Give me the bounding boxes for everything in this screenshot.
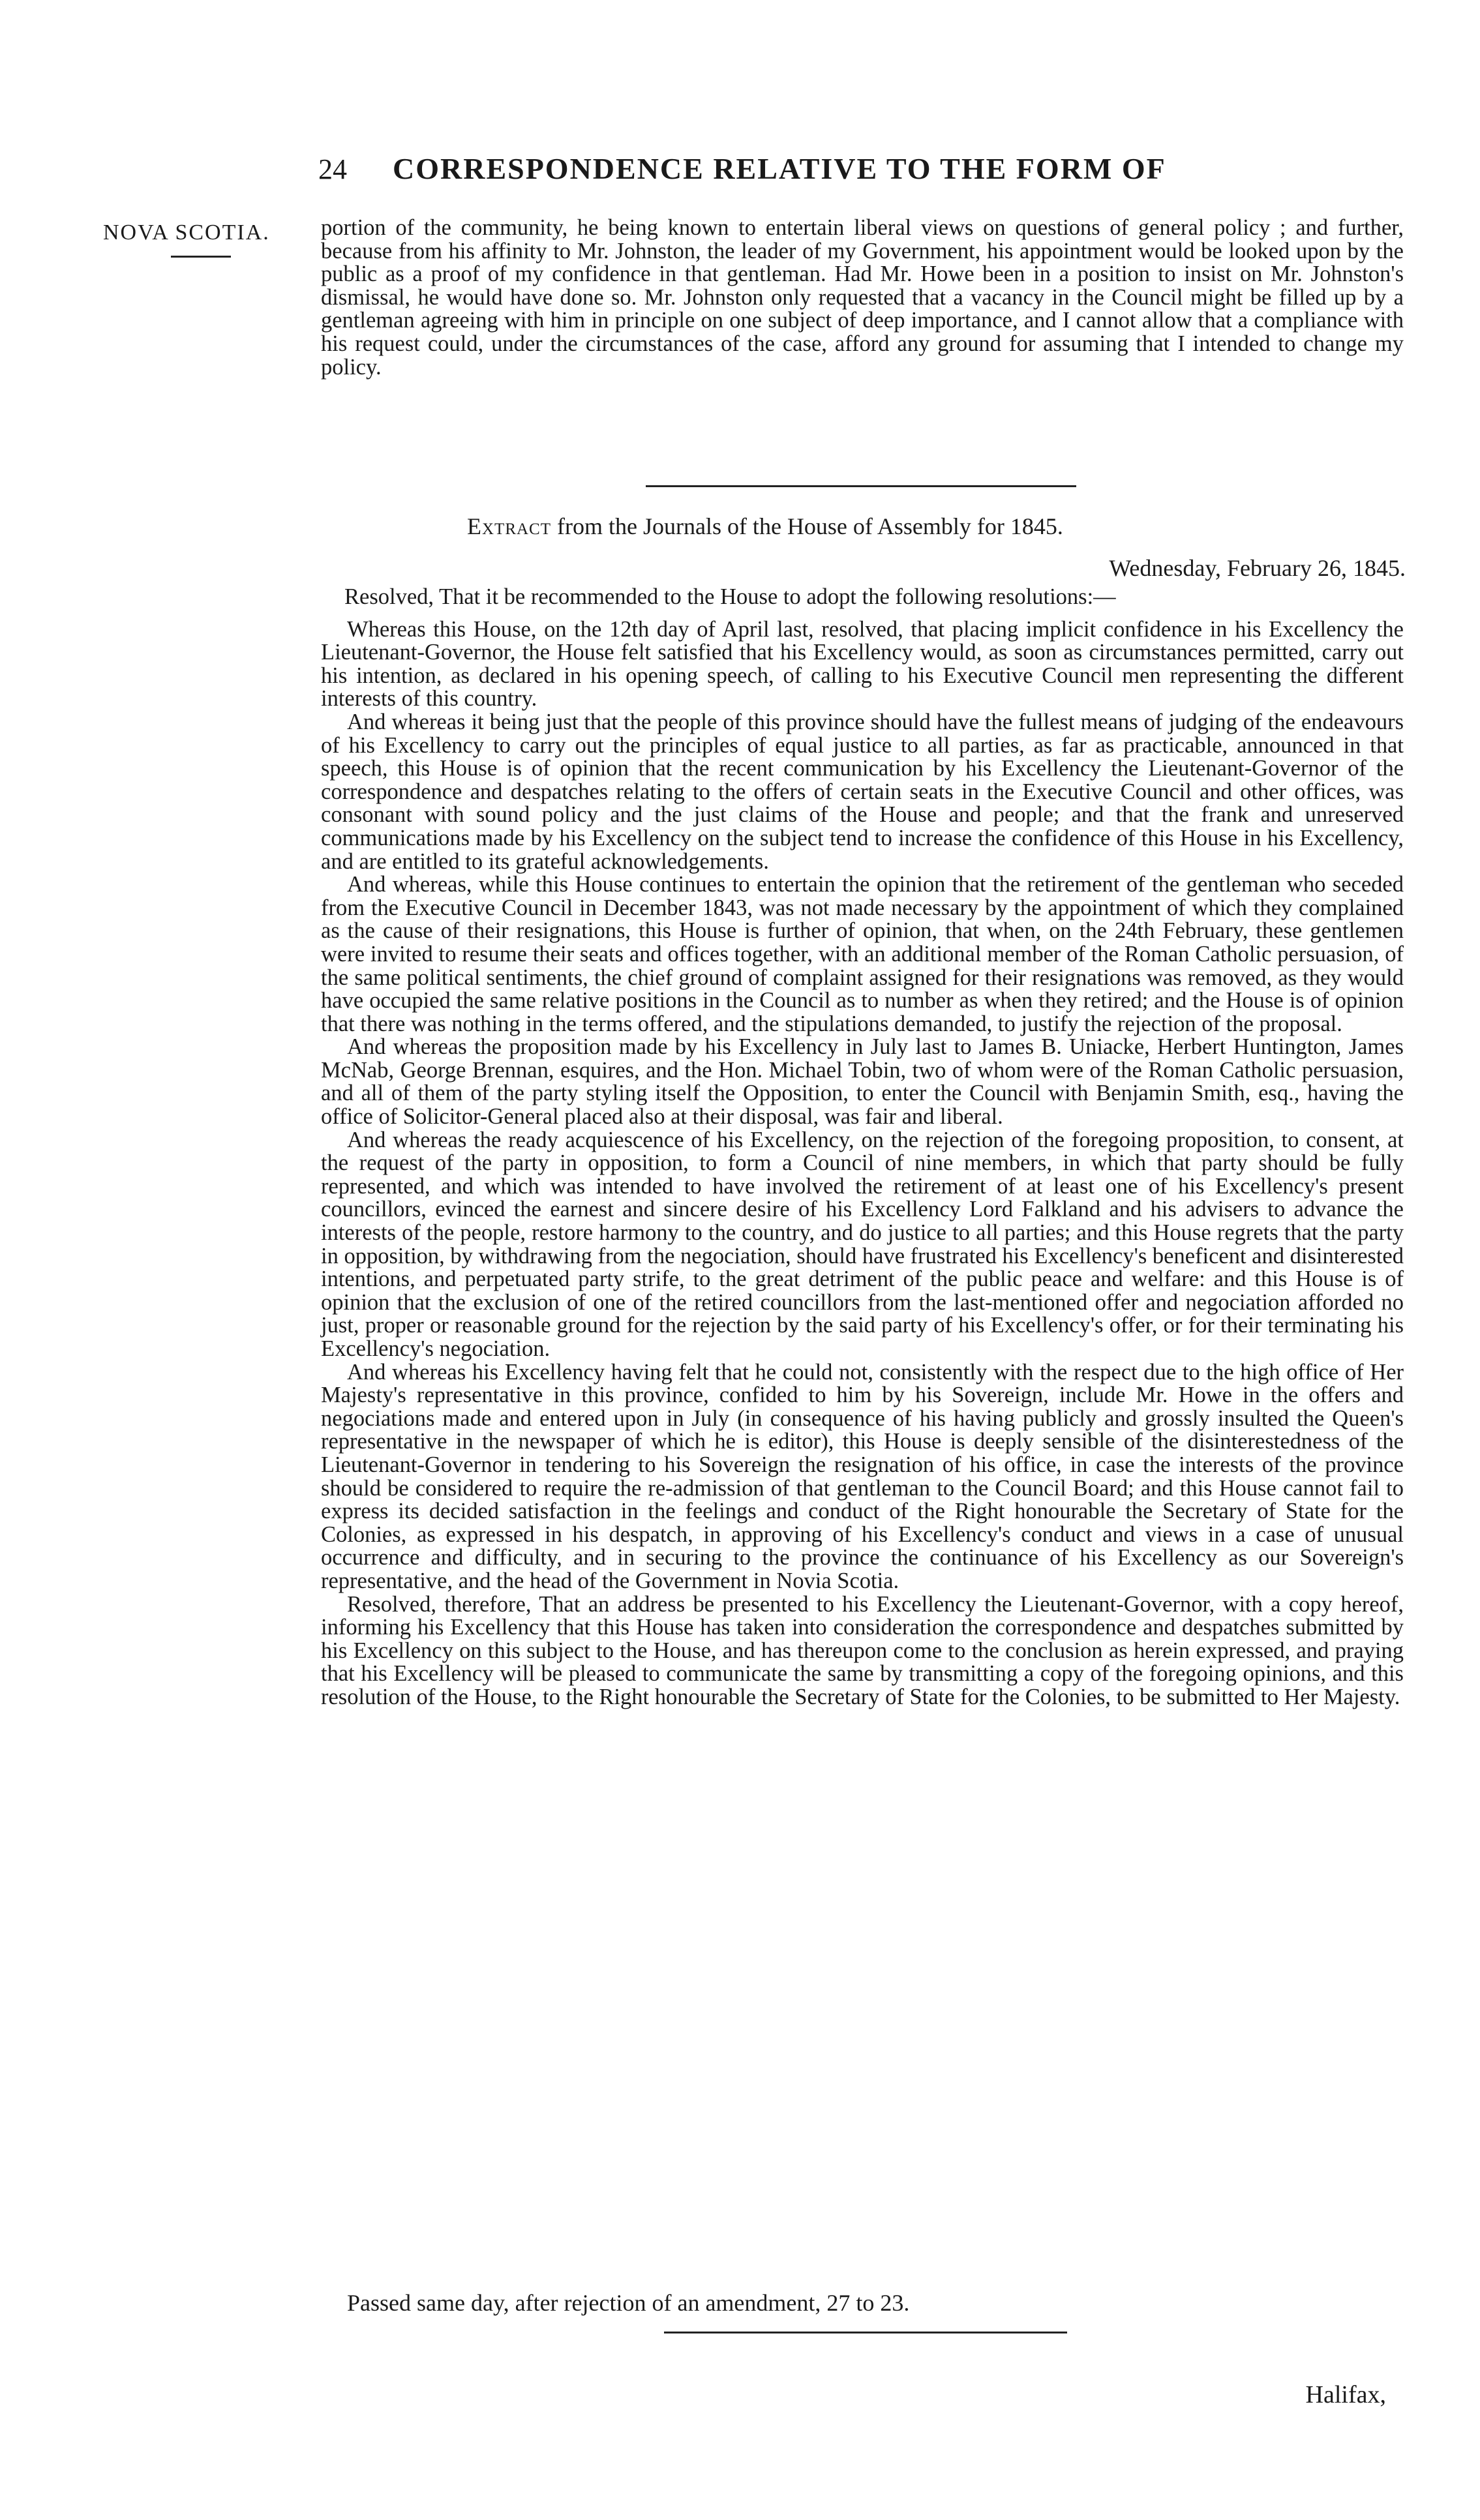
- resolution-paragraph: And whereas, while this House continues to entertain the opinion that the retirement of the gentleman who seceded from the Executive Council in December 1843, was not made necessary by the appointment of which they complained as the cause of their resignations, this House is further of opinion, that when, on the 24th February, these gentlemen were invited to resume their seats and offices together, with an additional member of the Roman Catholic persuasion, of the same political sentiments, the chief ground of complaint assigned for their resignations was removed, as they would have occupied the same relative positions in the Council as to number as when they retired; and the House is of opinion that there was nothing in the terms offered, and the stipulations demanded, to justify the rejection of the proposal.: [321, 872, 1404, 1036]
- section-divider-bottom: [664, 2332, 1067, 2333]
- resolutions-opening: Resolved, That it be recommended to the House to adopt the following resolutions:—: [344, 584, 1116, 609]
- section-divider-top: [646, 485, 1076, 487]
- resolution-paragraph: And whereas his Excellency having felt that he could not, consistently with the respect due to the high office of Her Majesty's representative in this province, confided to him by his Sovereign, include Mr. Howe in the offers and negociations made and entered upon in July (in consequence of his having publicly and grossly insulted the Queen's representative in the newspaper of which he is editor), this House is deeply sensible of the disinterestedness of the Lieutenant-Governor in tendering to his Sovereign the resignation of his office, in case the interests of the province should be considered to require the re-admission of that gentleman to the Council Board; and this House cannot fail to express its decided satisfaction in the feelings and conduct of the Right honourable the Secretary of State for the Colonies, as expressed in his despatch, in approving of his Excellency's conduct and views in a case of unusual occurrence and difficulty, and in securing to the province the continuance of his Excellency as our Sovereign's representative, and the head of the Government in Novia Scotia.: [321, 1359, 1404, 1593]
- resolution-paragraph: Resolved, therefore, That an address be presented to his Excellency the Lieutenant-Governor, with a copy hereof, informing his Excellency that this House has taken into consideration the correspondence and despatches submitted by his Excellency on this subject to the House, and has thereupon come to the conclusion as herein expressed, and praying that his Excellency will be pleased to communicate the same by transmitting a copy of the foregoing opinions, and this resolution of the House, to the Right honourable the Secretary of State for the Colonies, to be submitted to Her Majesty.: [321, 1591, 1404, 1709]
- extract-heading-lead: Extract: [467, 513, 551, 539]
- resolution-paragraph: And whereas it being just that the people of this province should have the fullest means of judging of the endeavours of his Excellency to carry out the principles of equal justice to all parties, as far as practicable, announced in that speech, this House is of opinion that the recent communication by his Excellency the Lieutenant-Governor of the correspondence and despatches relating to the offers of certain seats in the Executive Council and other offices, was consonant with sound policy and the just claims of the House and people; and that the frank and unreserved communications made by his Excellency on the subject tend to increase the confidence of this House in his Excellency, and are entitled to its grateful acknowledgements.: [321, 709, 1404, 874]
- passed-note: Passed same day, after rejection of an amendment, 27 to 23.: [347, 2290, 910, 2316]
- page-title: CORRESPONDENCE RELATIVE TO THE FORM OF: [393, 152, 1166, 185]
- extract-heading-rest: from the Journals of the House of Assembly for 1845.: [551, 513, 1063, 539]
- resolution-paragraph: Whereas this House, on the 12th day of April last, resolved, that placing implicit confidence in his Excellency the Lieutenant-Governor, the House felt satisfied that his Excellency would, as soon as circumstances permitted, carry out his intention, as declared in his opening speech, of calling to his Executive Council men representing the different interests of this country.: [321, 616, 1404, 712]
- margin-label: NOVA SCOTIA.: [103, 220, 270, 245]
- resolutions-block: [321, 586, 1404, 1709]
- page-number: 24: [318, 153, 347, 185]
- intro-paragraph: portion of the community, he being known to entertain liberal views on questions of general policy ; and further, because from his affinity to Mr. Johnston, the leader of my Government, his appointment would be looked upon by the public as a proof of my confidence in that gentleman. Had Mr. Howe been in a position to insist on Mr. Johnston's dismissal, he would have done so. Mr. Johnston only requested that a vacancy in the Council might be filled up by a gentleman agreeing with him in principle on one subject of deep importance, and I cannot allow that a compliance with his request could, under the circumstances of the case, afford any ground for assuming that I intended to change my policy.: [321, 215, 1404, 380]
- running-head: [318, 151, 1336, 186]
- resolution-paragraph: And whereas the ready acquiescence of his Excellency, on the rejection of the foregoing proposition, to consent, at the request of the party in opposition, to form a Council of nine members, in which that party should be fully represented, and which was intended to have involved the retirement of at least one of his Excellency's present councillors, evinced the earnest and sincere desire of his Excellency Lord Falkland and his advisers to advance the interests of the people, restore harmony to the country, and do justice to all parties; and this House regrets that the party in opposition, by withdrawing from the negociation, should have frustrated his Excellency's beneficent and disinterested intentions, and perpetuated party strife, to the great detriment of the public peace and welfare: and this House is of opinion that the exclusion of one of the retired councillors from the last-mentioned offer and negociation afforded no just, proper or reasonable ground for the rejection by the said party of his Excellency's offer, or for their terminating his Excellency's negociation.: [321, 1127, 1404, 1361]
- extract-heading: [467, 513, 1063, 540]
- resolution-paragraph: And whereas the proposition made by his Excellency in July last to James B. Uniacke, Herbert Huntington, James McNab, George Brennan, esquires, and the Hon. Michael Tobin, two of whom were of the Roman Catholic persuasion, and all of them of the party styling itself the Opposition, to enter the Council with Benjamin Smith, esq., having the office of Solicitor-General placed also at their disposal, was fair and liberal.: [321, 1034, 1404, 1130]
- margin-rule: [171, 256, 231, 258]
- catchword: Halifax,: [1305, 2381, 1386, 2408]
- extract-date: Wednesday, February 26, 1845.: [1109, 555, 1406, 581]
